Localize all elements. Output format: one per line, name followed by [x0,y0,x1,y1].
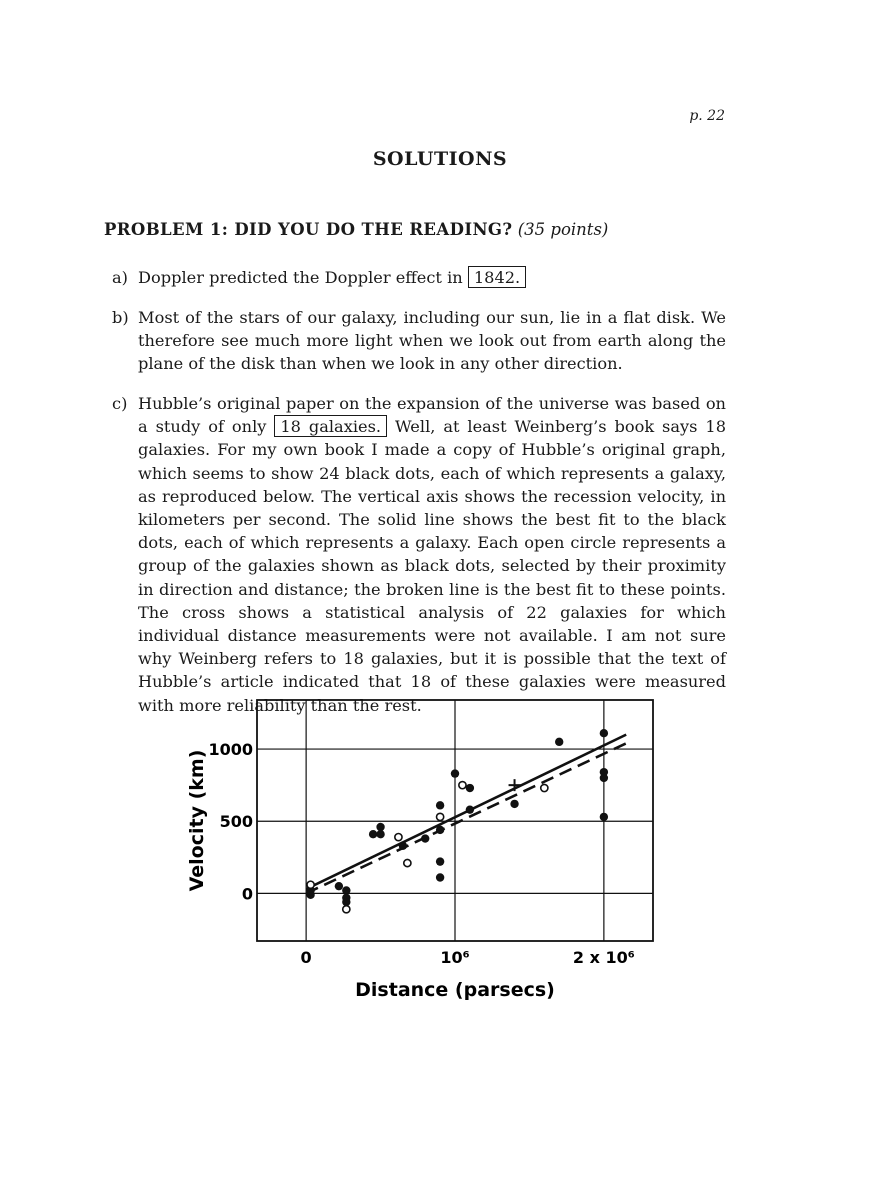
answer-a-pre: Doppler predicted the Doppler effect in [138,268,468,287]
x-tick-label: 0 [300,948,312,967]
group-point [437,813,444,820]
answer-a [112,266,726,289]
group-point [541,784,548,791]
galaxy-point [399,842,407,850]
hubble-figure [158,682,718,1032]
answer-c-label: c) [112,394,128,413]
problem-title: PROBLEM 1: DID YOU DO THE READING? [104,220,513,239]
galaxy-point [376,830,384,838]
galaxy-point [436,826,444,834]
answer-c-post: Well, at least Weinberg’s book says 18 galaxies. For my own book I made a copy of Hubble’s original graph, which seems to show 24 black dots, each of which represents a galaxy, as reproduced below. The vertical axis shows the recession velocity, in kilometers per second. The solid line shows the best fit to the black dots, each of which represents a galaxy. Each open circle represents a group of the galaxies shown as black dots, selected by their proximity in direction and distance; the broken line is the best fit to these points. The cross shows a statistical analysis of 22 galaxies for which individual distance measurements were not available. I am not sure why Weinberg refers to 18 galaxies, but it is possible that the text of Hubble’s article indicated that 18 of these galaxies were measured with more reliability than the rest. [138,417,726,715]
answer-c-pre: Hubble’s original paper on the expansion of the universe was based on a study of only [138,394,726,437]
page-number: p. 22 [689,108,725,124]
y-tick-label: 1000 [208,740,253,760]
y-tick-label: 500 [219,812,253,832]
hubble-chart [158,682,718,1032]
answer-a-text [138,266,726,289]
galaxy-point [421,834,429,842]
problem-points: (35 points) [517,220,609,239]
galaxy-point [335,882,343,890]
galaxy-point [600,729,608,737]
answer-b-label: b) [112,308,129,327]
galaxy-point [600,813,608,821]
group-point [459,782,466,789]
galaxy-point [555,738,563,746]
galaxy-point [342,886,350,894]
galaxy-point [369,830,377,838]
galaxy-point [436,801,444,809]
x-axis-label: Distance (parsecs) [355,979,555,1001]
fit-line-dashed [306,743,626,893]
galaxy-point [600,774,608,782]
group-point [395,833,402,840]
galaxy-point [466,805,474,813]
answer-a-label: a) [112,268,128,287]
answer-c-boxed: 18 galaxies. [274,415,387,437]
answer-c [112,392,726,717]
answer-b-text: Most of the stars of our galaxy, including our sun, lie in a flat disk. We therefore see much more light when we look out from earth along the plane of the disk than when we look in any other direction. [138,308,726,374]
galaxy-point [466,784,474,792]
fit-line-solid [306,735,626,889]
galaxy-point [451,769,459,777]
galaxy-point [510,800,518,808]
answer-c-text [138,392,726,717]
group-point [404,859,411,866]
group-point [307,881,314,888]
answer-a-boxed: 1842. [468,266,526,288]
group-point [343,906,350,913]
x-tick-label: 2 x 10⁶ [572,948,635,967]
galaxy-point [436,873,444,881]
answer-b [112,306,726,376]
page-title: SOLUTIONS [372,148,508,170]
galaxy-point [376,823,384,831]
galaxy-point [436,857,444,865]
y-tick-label: 0 [241,884,253,904]
y-axis-label: Velocity (km) [186,749,208,892]
x-tick-label: 10⁶ [440,948,470,967]
problem-heading [104,220,608,239]
